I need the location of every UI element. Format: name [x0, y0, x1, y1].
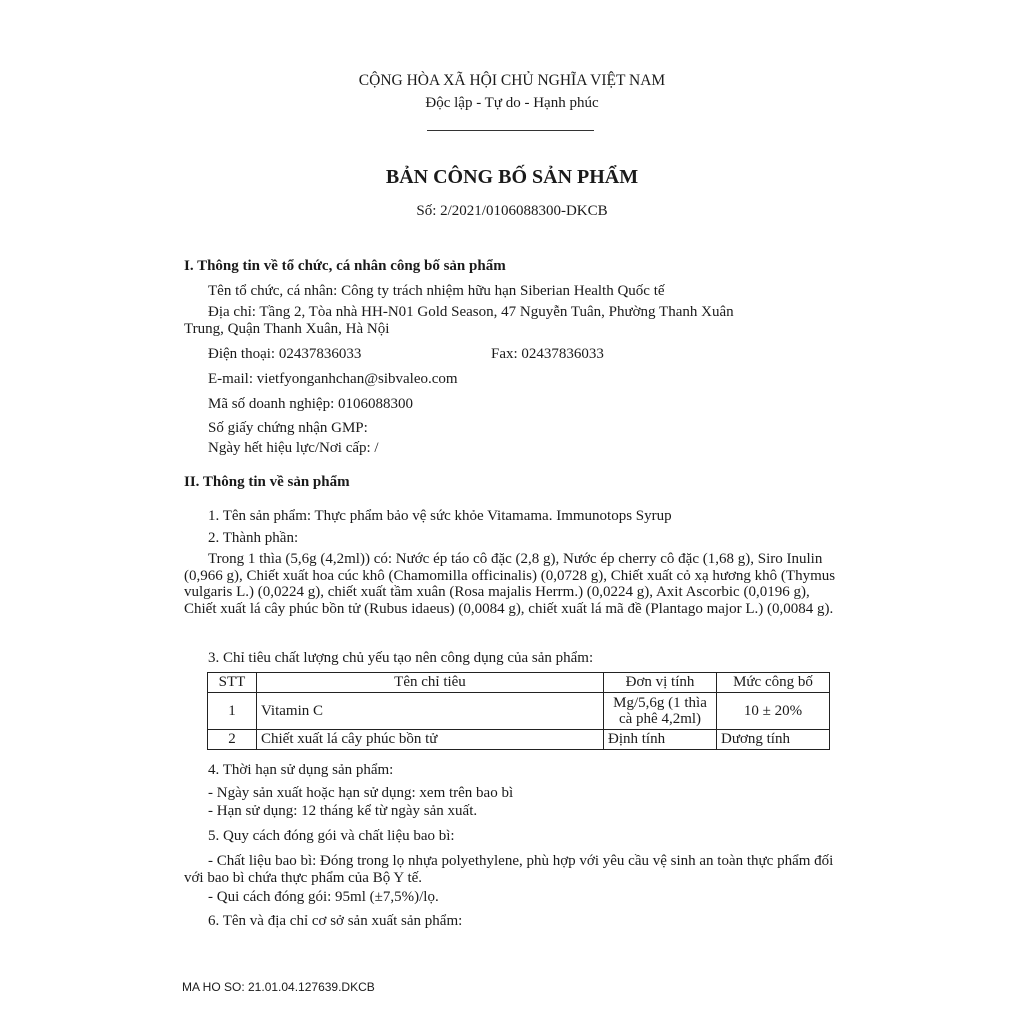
- section-1-heading: I. Thông tin về tổ chức, cá nhân công bố sản phẩm: [184, 258, 506, 274]
- header-stt: STT: [208, 673, 257, 693]
- header-level: Mức công bố: [717, 673, 830, 693]
- gmp-expiry: Ngày hết hiệu lực/Nơi cấp: /: [208, 440, 379, 456]
- row-unit-line-1: Mg/5,6g (1 thìa: [613, 695, 707, 711]
- row-stt: 1: [208, 693, 257, 730]
- gmp-certificate: Số giấy chứng nhận GMP:: [208, 420, 368, 436]
- row-level: Dương tính: [717, 730, 830, 750]
- header-unit: Đơn vị tính: [604, 673, 717, 693]
- row-level: 10 ± 20%: [717, 693, 830, 730]
- packaging-spec: - Qui cách đóng gói: 95ml (±7,5%)/lọ.: [208, 889, 439, 905]
- header-divider: [427, 130, 594, 131]
- document-title: BẢN CÔNG BỐ SẢN PHẨM: [385, 166, 639, 188]
- row-unit: [604, 693, 717, 730]
- quality-label: 3. Chỉ tiêu chất lượng chủ yếu tạo nên công dụng của sản phẩm:: [208, 650, 594, 666]
- table-row: [208, 693, 830, 730]
- shelf-life-line-2: - Hạn sử dụng: 12 tháng kể từ ngày sản xuất.: [208, 803, 478, 819]
- table-header-row: [208, 673, 830, 693]
- address-line-2: Trung, Quận Thanh Xuân, Hà Nội: [184, 321, 390, 337]
- product-name: 1. Tên sản phẩm: Thực phẩm bảo vệ sức khỏe Vitamama. Immunotops Syrup: [208, 508, 672, 524]
- packaging-label: 5. Quy cách đóng gói và chất liệu bao bì:: [208, 828, 455, 844]
- composition-label: 2. Thành phần:: [208, 530, 299, 546]
- header-name: Tên chỉ tiêu: [257, 673, 604, 693]
- quality-table: [207, 672, 830, 750]
- phone: Điện thoại: 02437836033: [208, 346, 362, 362]
- business-code: Mã số doanh nghiệp: 0106088300: [208, 396, 413, 412]
- row-name: Vitamin C: [257, 693, 604, 730]
- record-code: MA HO SO: 21.01.04.127639.DKCB: [182, 980, 375, 994]
- document-number: Số: 2/2021/0106088300-DKCB: [416, 203, 608, 219]
- composition-text: Trong 1 thìa (5,6g (4,2ml)) có: Nước ép táo cô đặc (2,8 g), Nước ép cherry cô đặc (1,68 g), Siro Inulin (0,966 g), Chiết xuất hoa cúc khô (Chamomilla officinalis) (0,0728 g), Chiết xuất cỏ xạ hương khô (Thymus vulgaris L.) (0,0224 g), chiết xuất tầm xuân (Rosa majalis Herrm.) (0,0224 g), Axit Ascorbic (0,0196 g), Chiết xuất lá cây phúc bồn tử (Rubus idaeus) (0,0084 g), chiết xuất lá mã đề (Plantago major L.) (0,0084 g).: [184, 551, 836, 617]
- org-name: Tên tổ chức, cá nhân: Công ty trách nhiệm hữu hạn Siberian Health Quốc tế: [208, 283, 665, 299]
- row-stt: 2: [208, 730, 257, 750]
- packaging-text: - Chất liệu bao bì: Đóng trong lọ nhựa polyethylene, phù hợp với yêu cầu vệ sinh an toàn thực phẩm đối với bao bì chứa thực phẩm của Bộ Y tế.: [184, 853, 834, 886]
- country-header: CỘNG HÒA XÃ HỘI CHỦ NGHĨA VIỆT NAM: [358, 72, 666, 89]
- fax: Fax: 02437836033: [491, 346, 604, 362]
- address-line-1: Địa chỉ: Tầng 2, Tòa nhà HH-N01 Gold Season, 47 Nguyễn Tuân, Phường Thanh Xuân: [208, 304, 734, 320]
- row-unit-line-2: cà phê 4,2ml): [618, 711, 702, 727]
- email: E-mail: vietfyonganhchan@sibvaleo.com: [208, 371, 458, 387]
- row-name: Chiết xuất lá cây phúc bồn tử: [257, 730, 604, 750]
- table-row: [208, 730, 830, 750]
- row-unit: Định tính: [604, 730, 717, 750]
- motto: Độc lập - Tự do - Hạnh phúc: [425, 95, 599, 111]
- shelf-life-label: 4. Thời hạn sử dụng sản phẩm:: [208, 762, 394, 778]
- manufacturer-label: 6. Tên và địa chỉ cơ sở sản xuất sản phẩm:: [208, 913, 463, 929]
- section-2-heading: II. Thông tin về sản phẩm: [184, 474, 350, 490]
- shelf-life-line-1: - Ngày sản xuất hoặc hạn sử dụng: xem trên bao bì: [208, 785, 514, 801]
